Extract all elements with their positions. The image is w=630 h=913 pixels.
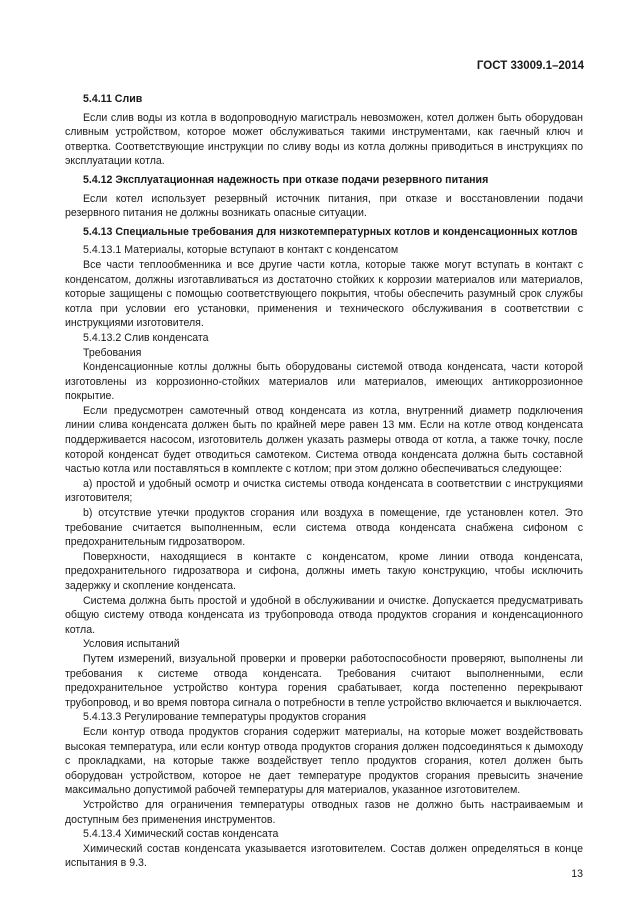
paragraph: Все части теплообменника и все другие части котла, которые также могут вступать в контакт с конденсатом, должны изготавливаться из достаточно стойких к коррозии материалов или материалов, которые защищены с помощью соответствующего покрытия, чтобы обеспечить разумный срок службы котла при условии его установки, применения и технического обслуживания в соответствии с инструкциями изготовителя. xyxy=(65,258,583,330)
paragraph: Если котел использует резервный источник питания, при отказе и восстановлении подачи резервного питания не должны возникать опасные ситуации. xyxy=(65,192,583,220)
paragraph: Химический состав конденсата указывается изготовителем. Состав должен определяться в конце испытания в 9.3. xyxy=(65,842,583,870)
section-heading-5-4-13: 5.4.13 Специальные требования для низкотемпературных котлов и конденсационных котлов xyxy=(83,225,578,238)
subsection-heading-5-4-13-4: 5.4.13.4 Химический состав конденсата xyxy=(83,828,279,841)
paragraph: Если предусмотрен самотечный отвод конденсата из котла, внутренний диаметр подключения линии слива конденсата должен быть по крайней мере равен 13 мм. Если на котле отвод конденсата поддерживается насосом, изготовитель должен указать размеры отвода от котла, а также точку, после которой конденсат будет отводиться самотеком. Система отвода конденсата должна быть составной частью котла или поставляться в комплекте с котлом; при этом должно обеспечиваться следующее: xyxy=(65,404,583,476)
section-heading-5-4-12: 5.4.12 Эксплуатационная надежность при отказе подачи резервного питания xyxy=(83,173,489,186)
document-standard-header: ГОСТ 33009.1–2014 xyxy=(476,60,584,72)
subheading-requirements: Требования xyxy=(83,346,142,359)
paragraph: Система должна быть простой и удобной в обслуживании и очистке. Допускается предусматривать общую систему отвода конденсата из трубопровода отвода продуктов сгорания и конденсационного котла. xyxy=(65,594,583,636)
list-item-a: a) простой и удобный осмотр и очистка системы отвода конденсата в соответствии с инструкциями изготовителя; xyxy=(65,477,583,505)
paragraph: Если слив воды из котла в водопроводную магистраль невозможен, котел должен быть оборудован сливным устройством, которое может обслуживаться такими инструментами, как гаечный ключ и отвертка. Соответствующие инструкции по сливу воды из котла должны приводиться в инструкциях по эксплуатации котла. xyxy=(65,111,583,168)
list-item-b: b) отсутствие утечки продуктов сгорания или воздуха в помещение, где установлен котел. Это требование считается выполненным, если система отвода конденсата снабжена сифоном с предохранительным гидрозатвором. xyxy=(65,507,583,549)
subsection-heading-5-4-13-1: 5.4.13.1 Материалы, которые вступают в контакт с конденсатом xyxy=(83,244,399,257)
section-heading-5-4-11: 5.4.11 Слив xyxy=(83,93,143,105)
paragraph: Если контур отвода продуктов сгорания содержит материалы, на которые может воздействовать высокая температура, или если контур отвода продуктов сгорания должен подсоединяться к дымоходу с прокладками, на которые также воздействует тепло продуктов сгорания, котел должен быть оборудован устройством, которое не дает температуре продуктов сгорания превысить значение максимально допустимой рабочей температуры для материалов, указанное изготовителем. xyxy=(65,725,583,797)
subheading-test-conditions: Условия испытаний xyxy=(83,638,180,651)
paragraph: Конденсационные котлы должны быть оборудованы системой отвода конденсата, части которой изготовлены из коррозионно-стойких материалов или материалов, имеющих антикоррозионное покрытие. xyxy=(65,361,583,403)
paragraph: Поверхности, находящиеся в контакте с конденсатом, кроме линии отвода конденсата, предохранительного гидрозатвора и сифона, должны иметь такую конструкцию, чтобы исключить задержку и скопление конденсата. xyxy=(65,550,583,592)
paragraph: Путем измерений, визуальной проверки и проверки работоспособности проверяют, выполнены ли требования к системе отвода конденсата. Требования считают выполненными, если предохранительное устройство контура горения срабатывает, когда постепенно перекрывают трубопровод, и во время повтора сигнала о потребности в тепле устройство включается и выключается. xyxy=(65,652,583,709)
paragraph: Устройство для ограничения температуры отводных газов не должно быть настраиваемым и доступным без применения инструментов. xyxy=(65,798,583,826)
subsection-heading-5-4-13-2: 5.4.13.2 Слив конденсата xyxy=(83,331,209,344)
page-number: 13 xyxy=(571,868,583,880)
document-body xyxy=(65,92,583,871)
subsection-heading-5-4-13-3: 5.4.13.3 Регулирование температуры продуктов сгорания xyxy=(83,711,367,724)
